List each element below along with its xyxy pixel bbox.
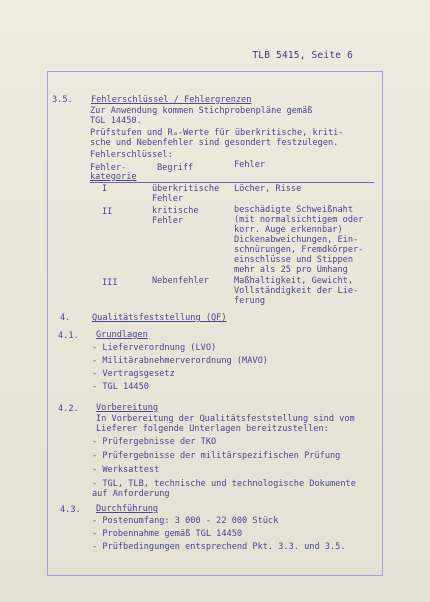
list-item: - Prüfergebnisse der militärspezifischen Prüfung	[92, 451, 341, 461]
list-item: - Lieferverordnung (LVO)	[92, 343, 217, 353]
section-number-3-5: 3.5.	[52, 95, 73, 105]
table-cell-defect: (mit normalsichtigem oder	[234, 215, 364, 225]
table-cell-defect: einschlüsse und Stippen	[234, 255, 353, 265]
section-title-4: Qualitätsfeststellung (QF)	[92, 313, 227, 323]
list-item: - TGL 14450	[92, 382, 149, 392]
paragraph-line: sche und Nebenfehler sind gesondert festzulegen.	[90, 138, 339, 148]
section-title-4-3: Durchführung	[96, 504, 159, 514]
table-cell-defect: korr. Auge erkennbar)	[234, 225, 343, 235]
table-cell-term: überkritische	[152, 184, 220, 194]
table-header-rule	[90, 182, 374, 183]
table-header-category: kategorie	[90, 172, 137, 182]
table-cell-defect: beschädigte Schweißnaht	[234, 205, 353, 215]
list-item: - Werksattest	[92, 465, 160, 475]
section-number-4-2: 4.2.	[58, 404, 79, 414]
table-cell-defect: schnürungen, Fremdkörper-	[234, 245, 364, 255]
paragraph-line: Zur Anwendung kommen Stichprobenpläne gemäß	[90, 106, 313, 116]
table-header-category: Fehler-	[90, 163, 127, 173]
paragraph-line: TGL 14450.	[90, 116, 142, 126]
section-number-4-1: 4.1.	[58, 331, 79, 341]
section-title-4-1: Grundlagen	[96, 330, 148, 340]
table-cell-defect: mehr als 25 pro Umhang	[234, 265, 348, 275]
table-cell-term: Fehler	[152, 216, 184, 226]
page-header: TLB 5415, Seite 6	[252, 50, 353, 61]
section-title-3-5: Fehlerschlüssel / Fehlergrenzen	[91, 95, 252, 105]
list-item: - Probennahme gemäß TGL 14450	[92, 529, 243, 539]
table-cell-category: III	[102, 278, 118, 288]
table-header-defect: Fehler	[234, 160, 266, 170]
section-number-4-3: 4.3.	[60, 505, 81, 515]
table-cell-category: I	[102, 184, 108, 194]
list-item: - Prüfergebnisse der TKO	[92, 437, 217, 447]
list-item-continued: auf Anforderung	[92, 489, 170, 499]
paragraph-line: Lieferer folgende Unterlagen bereitzustellen:	[96, 424, 329, 434]
list-item: - Prüfbedingungen entsprechend Pkt. 3.3. und 3.5.	[92, 542, 346, 552]
list-item: - Militärabnehmerverordnung (MAVO)	[92, 356, 268, 366]
paragraph-line: In Vorbereitung der Qualitätsfeststellung sind vom	[96, 414, 355, 424]
paragraph-line: Prüfstufen und Rₐ-Werte für überkritische, kriti-	[90, 128, 344, 138]
table-cell-term: kritische	[152, 206, 199, 216]
table-cell-term: Nebenfehler	[152, 276, 209, 286]
table-cell-defect: ferung	[234, 296, 266, 306]
list-item: - Postenumfang: 3 000 - 22 000 Stück	[92, 516, 279, 526]
table-cell-defect: Löcher, Risse	[234, 184, 302, 194]
key-label: Fehlerschlüssel:	[90, 150, 173, 160]
list-item: - Vertragsgesetz	[92, 369, 175, 379]
table-cell-defect: Dickenabweichungen, Ein-	[234, 235, 359, 245]
table-cell-defect: Maßhaltigkeit, Gewicht,	[234, 276, 353, 286]
section-title-4-2: Vorbereitung	[96, 403, 159, 413]
section-number-4: 4.	[60, 313, 71, 323]
table-header-term: Begriff	[157, 163, 194, 173]
list-item: - TGL, TLB, technische und technologische Dokumente	[92, 479, 356, 489]
table-cell-term: Fehler	[152, 194, 184, 204]
table-cell-category: II	[102, 207, 113, 217]
table-cell-defect: Vollständigkeit der Lie-	[234, 286, 359, 296]
